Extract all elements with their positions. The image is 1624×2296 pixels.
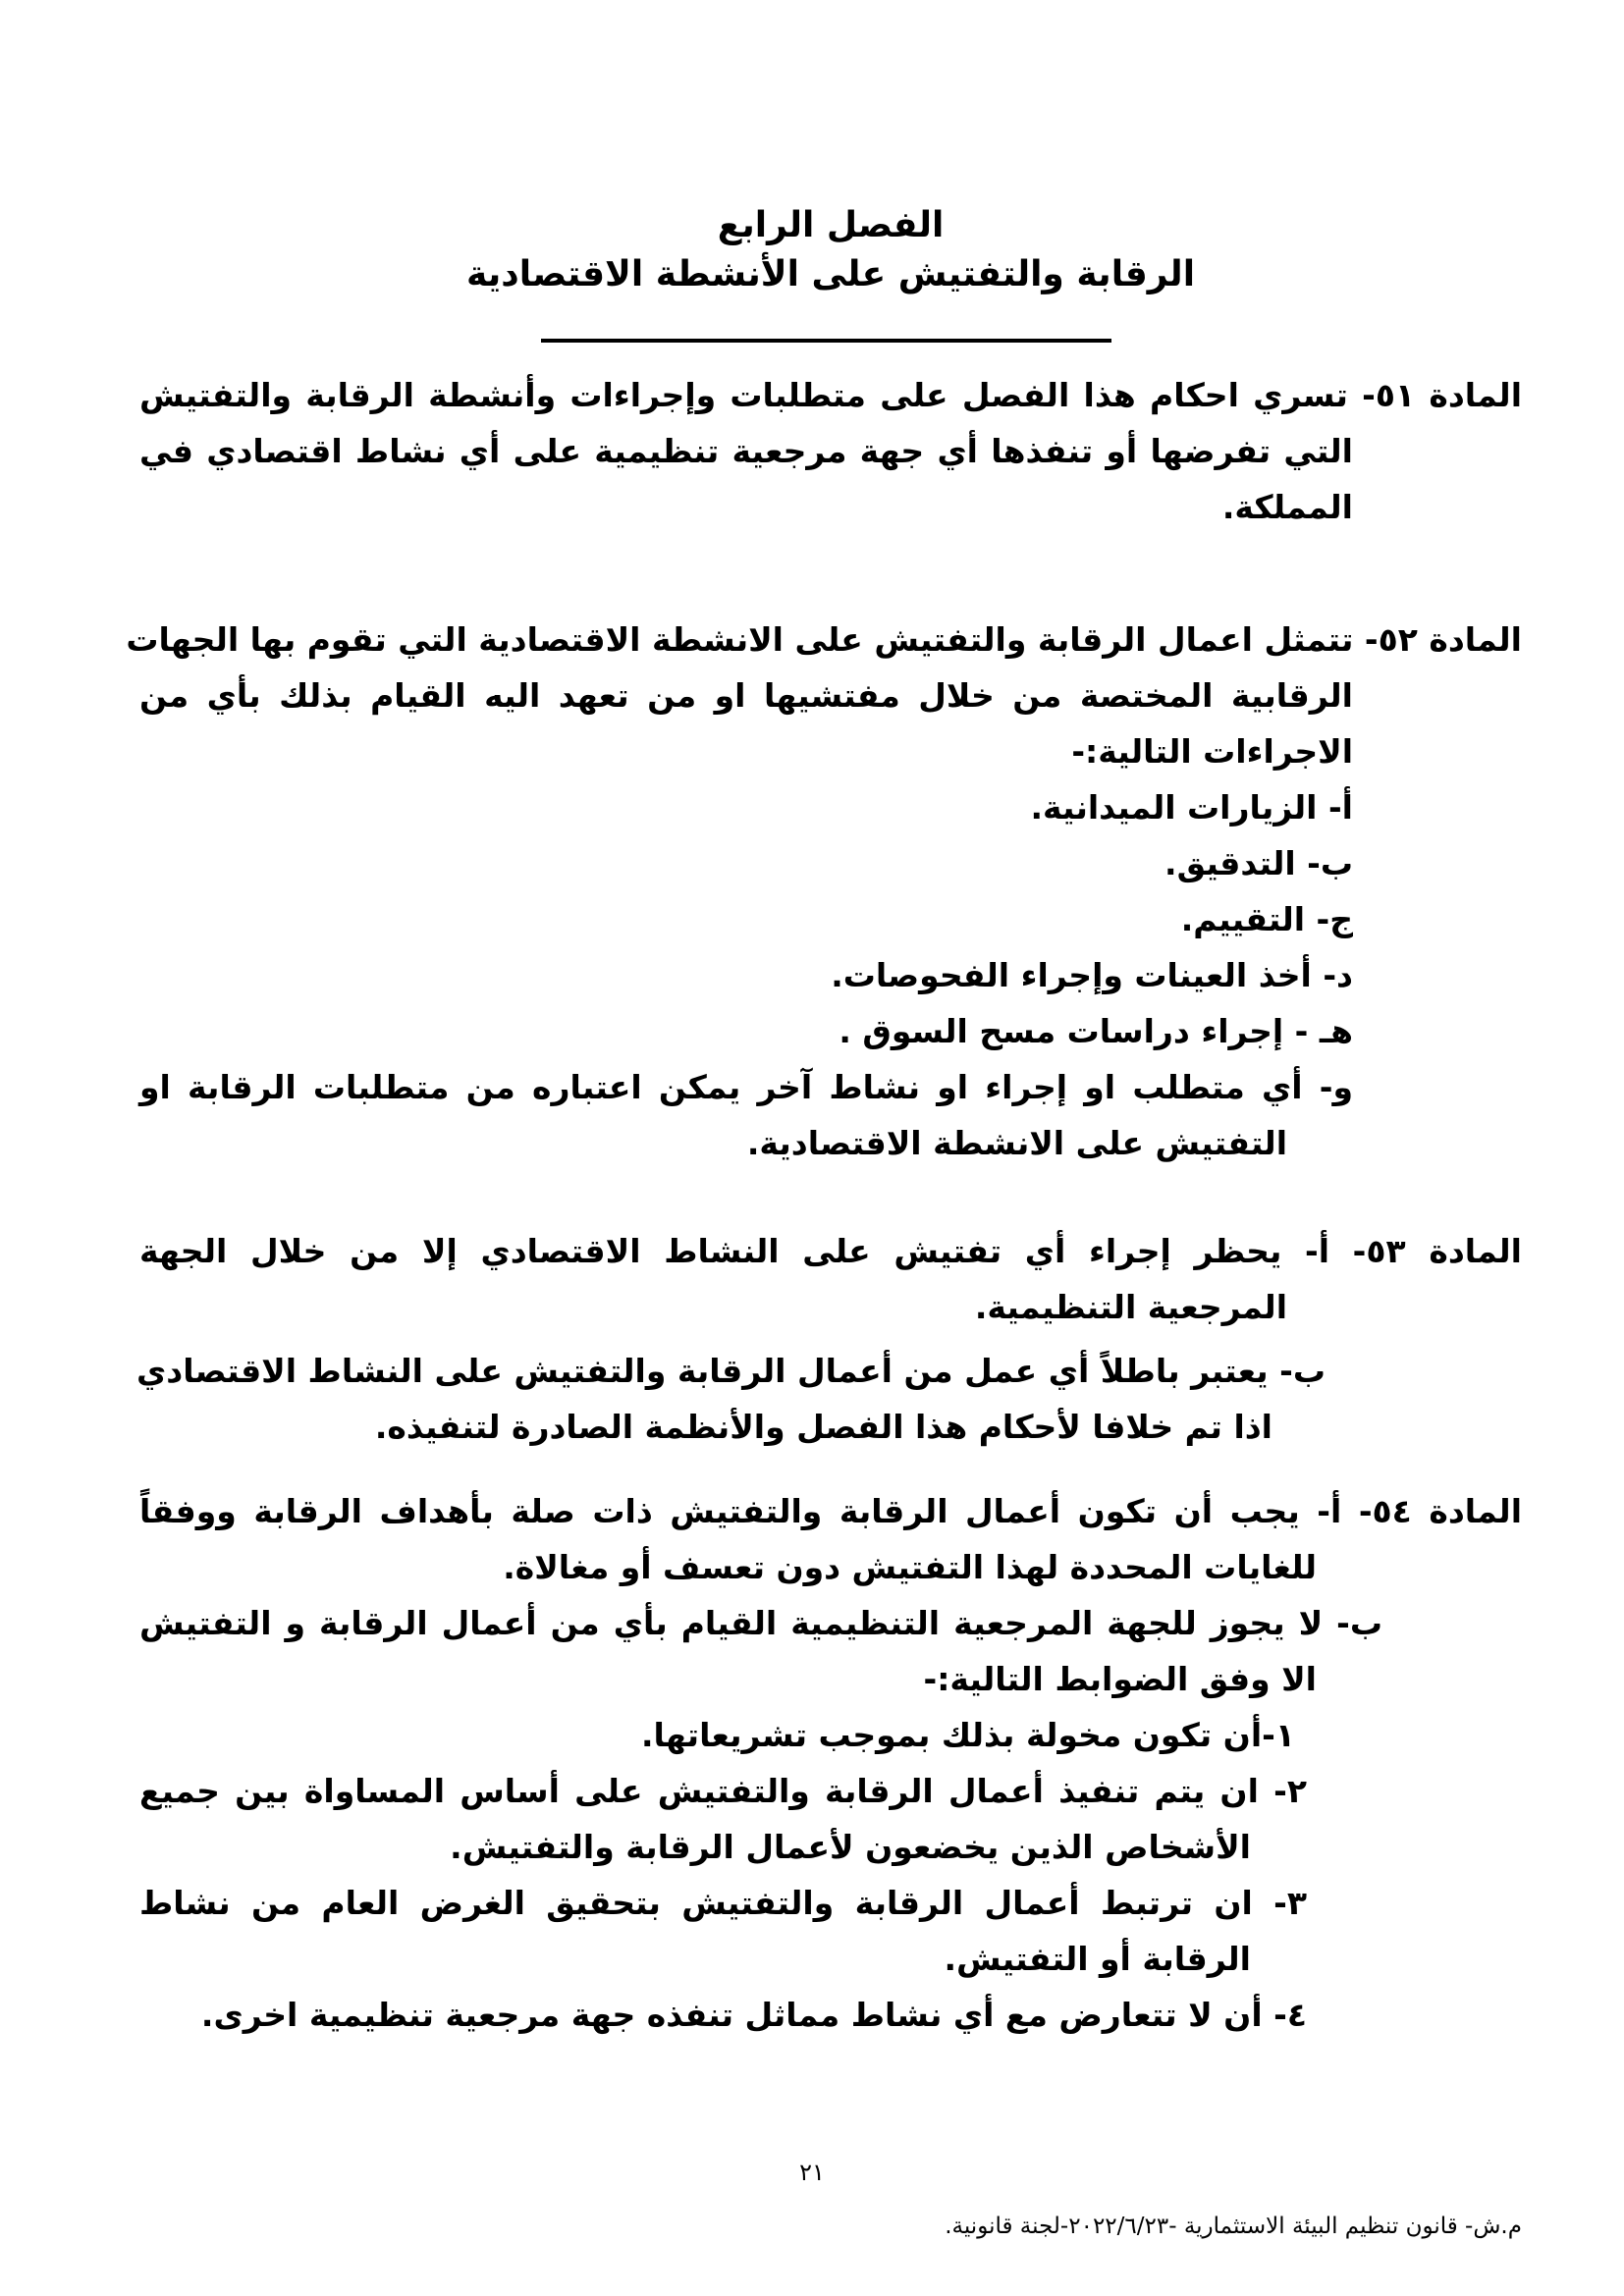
article-54-clause-a-line-1: المادة ٥٤- أ- يجب أن تكون أعمال الرقابة والتفتيش ذات صلة بأهداف الرقابة ووفقاً [139,1492,1523,1530]
page-number: ٢١ [799,2159,825,2186]
article-52 [126,612,1522,1171]
page-footer: م.ش- قانون تنظيم البيئة الاستثمارية -٢٠٢٢/٦/٢٣-لجنة قانونية. [945,2214,1522,2239]
article-53-clause-a-line-2: المرجعية التنظيمية. [974,1288,1287,1326]
article-52-line-1: المادة ٥٢- تتمثل اعمال الرقابة والتفتيش على الانشطة الاقتصادية التي تقوم بها الجهات [126,620,1522,659]
article-54-clause-b-line-2: الا وفق الضوابط التالية:- [923,1660,1317,1698]
control-item-3-line-1: ٣- ان ترتبط أعمال الرقابة والتفتيش بتحقيق الغرض العام من نشاط [139,1884,1307,1922]
article-52-line-3: الاجراءات التالية:- [1071,732,1353,771]
procedure-item-f-line-1: و- أي متطلب او إجراء او نشاط آخر يمكن اعتباره من متطلبات الرقابة او [139,1068,1353,1106]
chapter-title: الرقابة والتفتيش على الأنشطة الاقتصادية [465,254,1196,294]
chapter-heading [139,201,1522,299]
article-54-clause-b-line-1: ب- لا يجوز للجهة المرجعية التنظيمية القيام بأي من أعمال الرقابة و التفتيش [139,1604,1382,1642]
procedure-item-c: ج- التقييم. [1180,900,1353,938]
chapter-number: الفصل الرابع [717,205,945,245]
article-54 [139,1483,1522,2043]
article-51 [139,367,1522,535]
article-54-clause-a-line-2: للغايات المحددة لهذا التفتيش دون تعسف أو مغالاة. [503,1548,1317,1586]
article-53-clause-a-line-1: المادة ٥٣- أ- يحظر إجراء أي تفتيش على النشاط الاقتصادي إلا من خلال الجهة [139,1232,1522,1270]
article-53-clause-b-line-2: اذا تم خلافا لأحكام هذا الفصل والأنظمة الصادرة لتنفيذه. [374,1408,1272,1446]
article-51-line-2: التي تفرضها أو تنفذها أي جهة مرجعية تنظيمية على أي نشاط اقتصادي في [139,432,1353,470]
control-item-3-line-2: الرقابة أو التفتيش. [944,1940,1251,1978]
control-item-2-line-2: الأشخاص الذين يخضعون لأعمال الرقابة والتفتيش. [450,1828,1251,1866]
procedure-item-a: أ- الزيارات الميدانية. [1030,788,1353,827]
control-item-1: ١-أن تكون مخولة بذلك بموجب تشريعاتها. [640,1716,1295,1754]
control-item-4: ٤- أن لا تتعارض مع أي نشاط مماثل تنفذه جهة مرجعية تنظيمية اخرى. [200,1996,1307,2034]
control-item-2-line-1: ٢- ان يتم تنفيذ أعمال الرقابة والتفتيش على أساس المساواة بين جميع [139,1772,1307,1810]
article-52-line-2: الرقابية المختصة من خلال مفتشيها او من تعهد اليه القيام بذلك بأي من [139,676,1353,715]
title-divider [541,339,1111,343]
article-53 [136,1223,1522,1455]
procedure-item-e: هـ - إجراء دراسات مسح السوق . [839,1012,1353,1050]
procedure-item-d: د- أخذ العينات وإجراء الفحوصات. [831,956,1353,994]
procedure-item-f-line-2: التفتيش على الانشطة الاقتصادية. [746,1124,1287,1162]
article-51-line-3: المملكة. [1221,488,1353,526]
article-53-clause-b-line-1: ب- يعتبر باطلاً أي عمل من أعمال الرقابة والتفتيش على النشاط الاقتصادي [136,1352,1326,1390]
article-51-line-1: المادة ٥١- تسري احكام هذا الفصل على متطلبات وإجراءات وأنشطة الرقابة والتفتيش [139,376,1523,414]
procedure-item-b: ب- التدقيق. [1164,844,1353,882]
